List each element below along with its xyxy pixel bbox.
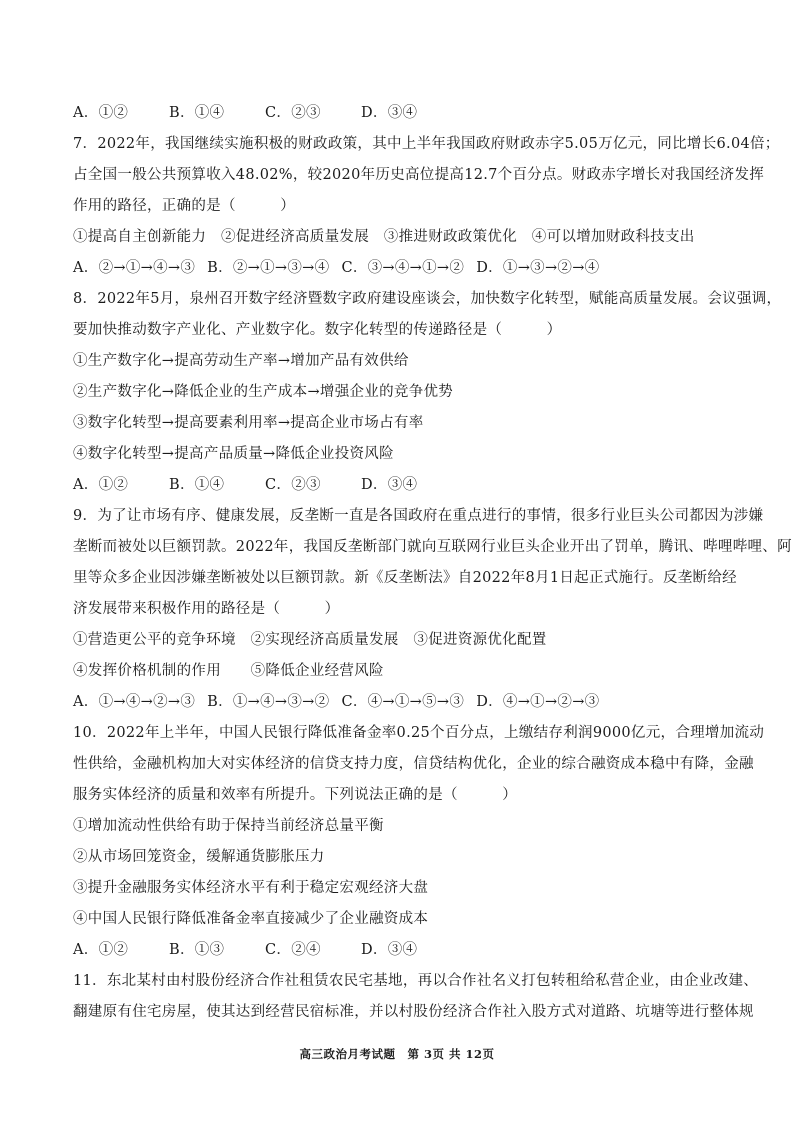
q8-stem-line: 8．2022年5月，泉州召开数字经济暨数字政府建设座谈会，加快数字化转型，赋能高质量发展。会议强调， — [73, 291, 782, 307]
q6-options — [73, 103, 457, 123]
option-c: C．②③ — [265, 477, 321, 493]
q9-stem-line: 9．为了让市场有序、健康发展，反垄断一直是各国政府在重点进行的事情，很多行业巨头公司都因为涉嫌 — [73, 508, 764, 524]
q9-item: ①营造更公平的竞争环境 ②实现经济高质量发展 ③促进资源优化配置 — [73, 632, 547, 648]
option-b: B．①→④→③→② — [207, 694, 330, 710]
q8-item: ③数字化转型→提高要素利用率→提高企业市场占有率 — [73, 415, 424, 431]
option-d: D．③④ — [361, 477, 418, 493]
option-c: C．②③ — [265, 105, 321, 121]
option-b: B．②→①→③→④ — [207, 260, 330, 276]
option-a: A．①② — [73, 942, 129, 958]
option-c: C．②④ — [265, 942, 321, 958]
q10-item: ③提升金融服务实体经济水平有利于稳定宏观经济大盘 — [73, 880, 429, 896]
q9-item: ④发挥价格机制的作用 ⑤降低企业经营风险 — [73, 663, 384, 679]
q7-stem-line: 占全国一般公共预算收入48.02%，较2020年历史高位提高12.7个百分点。财政赤字增长对我国经济发挥 — [73, 167, 765, 183]
option-a: A．①② — [73, 477, 129, 493]
q10-item: ②从市场回笼资金，缓解通货膨胀压力 — [73, 849, 325, 865]
option-d: D．①→③→②→④ — [476, 260, 600, 276]
q10-options — [73, 940, 457, 960]
option-a: A．②→①→④→③ — [73, 260, 196, 276]
q9-stem-line: 里等众多企业因涉嫌垄断被处以巨额罚款。新《反垄断法》自2022年8月1日起正式施行。反垄断给经 — [73, 570, 737, 586]
q11-stem-line: 翻建原有住宅房屋，使其达到经营民宿标准，并以村股份经济合作社入股方式对道路、坑塘等进行整体规 — [73, 1004, 754, 1020]
option-c: C．④→①→⑤→③ — [341, 694, 465, 710]
q8-item: ①生产数字化→提高劳动生产率→增加产品有效供给 — [73, 353, 409, 369]
q7-stem-line: 7．2022年，我国继续实施积极的财政政策，其中上半年我国政府财政赤字5.05万亿元，同比增长6.04倍； — [73, 136, 780, 152]
option-c: C．③→④→①→② — [341, 260, 465, 276]
page-footer: 高三政治月考试题 第 3页 共 12页 — [299, 1047, 495, 1061]
q9-stem-line: 垄断而被处以巨额罚款。2022年，我国反垄断部门就向互联网行业巨头企业开出了罚单，腾讯、哔哩哔哩、阿 — [73, 539, 792, 555]
q7-stem-line: 作用的路径，正确的是（ ） — [73, 198, 295, 214]
option-d: D．④→①→②→③ — [476, 694, 600, 710]
q10-item: ④中国人民银行降低准备金率直接减少了企业融资成本 — [73, 911, 429, 927]
option-a: A．①→④→②→③ — [73, 694, 196, 710]
q7-items: ①提高自主创新能力 ②促进经济高质量发展 ③推进财政政策优化 ④可以增加财政科技支出 — [73, 229, 695, 245]
q8-item: ④数字化转型→提高产品质量→降低企业投资风险 — [73, 446, 394, 462]
option-b: B．①④ — [169, 477, 225, 493]
option-b: B．①④ — [169, 105, 225, 121]
option-d: D．③④ — [361, 105, 418, 121]
option-d: D．③④ — [361, 942, 418, 958]
q7-options — [73, 258, 611, 278]
q10-stem-line: 性供给，金融机构加大对实体经济的信贷支持力度，信贷结构优化，企业的综合融资成本稳中有降，金融 — [73, 756, 754, 772]
q8-stem-line: 要加快推动数字产业化、产业数字化。数字化转型的传递路径是（ ） — [73, 322, 562, 338]
q10-item: ①增加流动性供给有助于保持当前经济总量平衡 — [73, 818, 384, 834]
option-b: B．①③ — [169, 942, 225, 958]
q8-item: ②生产数字化→降低企业的生产成本→增强企业的竞争优势 — [73, 384, 454, 400]
q8-options — [73, 475, 457, 495]
q10-stem-line: 服务实体经济的质量和效率有所提升。下列说法正确的是（ ） — [73, 787, 517, 803]
q9-options — [73, 692, 611, 712]
q11-stem-line: 11．东北某村由村股份经济合作社租赁农民宅基地，再以合作社名义打包转租给私营企业，由企业改建、 — [73, 973, 759, 989]
option-a: A．①② — [73, 105, 129, 121]
q9-stem-line: 济发展带来积极作用的路径是（ ） — [73, 601, 340, 617]
q10-stem-line: 10．2022年上半年，中国人民银行降低准备金率0.25个百分点，上缴结存利润9000亿元，合理增加流动 — [73, 725, 765, 741]
